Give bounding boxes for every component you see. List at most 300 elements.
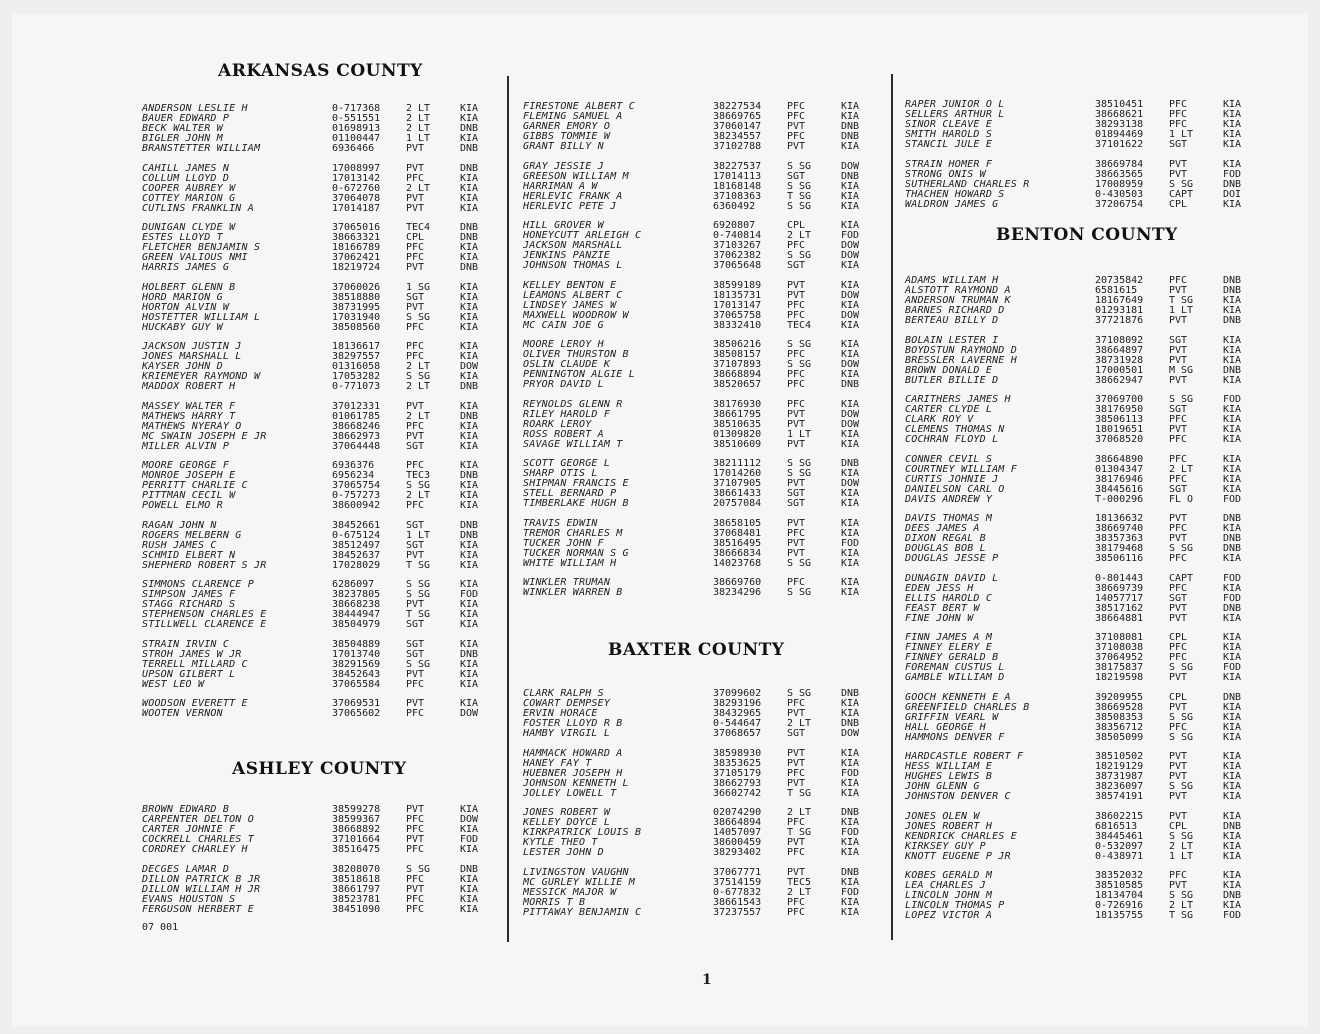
soldier-name: GIBBS TOMMIE W bbox=[523, 131, 611, 142]
serial-number: 38504889 bbox=[332, 638, 381, 650]
rank: S SG bbox=[1169, 543, 1194, 554]
rank: 2 LT bbox=[406, 361, 431, 372]
serial-number: 37069531 bbox=[332, 698, 381, 709]
soldier-name: SCOTT GEORGE L bbox=[523, 458, 611, 469]
serial-number: 38356712 bbox=[1095, 721, 1144, 733]
soldier-name: DAVIS THOMAS M bbox=[905, 513, 993, 524]
serial-number: 38669739 bbox=[1095, 582, 1144, 594]
status-code: KIA bbox=[841, 438, 860, 450]
soldier-name: CARTER JOHNIE F bbox=[142, 824, 236, 835]
casualty-row bbox=[142, 865, 502, 875]
soldier-name: GRIFFIN VEARL W bbox=[905, 711, 999, 723]
casualty-row bbox=[142, 382, 502, 392]
serial-number: 38352032 bbox=[1095, 870, 1144, 881]
status-code: KIA bbox=[1223, 781, 1242, 792]
rank: 2 LT bbox=[787, 807, 812, 818]
serial-number: 01293181 bbox=[1095, 305, 1144, 316]
soldier-name: JONES OLEN W bbox=[905, 810, 980, 822]
status-code: KIA bbox=[841, 557, 860, 569]
name-group bbox=[523, 578, 883, 598]
status-code: KIA bbox=[841, 587, 860, 598]
soldier-name: RILEY HAROLD F bbox=[523, 408, 611, 420]
status-code: KIA bbox=[460, 678, 479, 690]
rank: PVT bbox=[406, 400, 425, 412]
rank: S SG bbox=[406, 371, 431, 382]
soldier-name: DANIELSON CARL O bbox=[905, 483, 1005, 495]
casualty-row bbox=[905, 812, 1265, 822]
casualty-row bbox=[523, 529, 883, 539]
name-group bbox=[523, 749, 883, 799]
status-code: DNB bbox=[460, 529, 479, 541]
serial-number: 38516495 bbox=[713, 537, 762, 549]
rank: PVT bbox=[787, 866, 806, 878]
rank: PVT bbox=[406, 804, 425, 815]
rank: 2 LT bbox=[787, 886, 812, 898]
serial-number: 0-672760 bbox=[332, 182, 381, 194]
rank: PVT bbox=[787, 438, 806, 450]
status-code: KIA bbox=[841, 708, 860, 719]
serial-number: 37069700 bbox=[1095, 394, 1144, 405]
soldier-name: WALDRON JAMES G bbox=[905, 198, 999, 210]
status-code: KIA bbox=[460, 883, 479, 895]
soldier-name: HOLBERT GLENN B bbox=[142, 281, 236, 293]
rank: CPL bbox=[1169, 691, 1188, 703]
status-code: KIA bbox=[1223, 424, 1242, 435]
status-code: DOW bbox=[460, 361, 479, 372]
serial-number: 0-532097 bbox=[1095, 840, 1144, 852]
soldier-name: LINCOLN THOMAS P bbox=[905, 900, 1005, 911]
soldier-name: CLARK RALPH S bbox=[523, 688, 604, 699]
rank: SGT bbox=[406, 519, 425, 531]
status-code: KIA bbox=[460, 341, 479, 352]
casualty-row bbox=[523, 848, 883, 858]
status-code: KIA bbox=[460, 698, 479, 709]
soldier-name: GOOCH KENNETH E A bbox=[905, 691, 1011, 703]
soldier-name: BROWN DONALD E bbox=[905, 364, 993, 376]
serial-number: 38506116 bbox=[1095, 553, 1144, 564]
rank: PFC bbox=[1169, 453, 1188, 465]
rank: PVT bbox=[406, 668, 425, 680]
soldier-name: FOSTER LLOYD R B bbox=[523, 718, 623, 729]
rank: CPL bbox=[787, 220, 806, 231]
soldier-name: PRYOR DAVID L bbox=[523, 379, 604, 390]
page-margin bbox=[0, 0, 12, 1034]
status-code: DNB bbox=[460, 410, 479, 422]
serial-number: 14023768 bbox=[713, 557, 762, 569]
status-code: DNB bbox=[460, 143, 479, 154]
soldier-name: PERRITT CHARLIE C bbox=[142, 480, 248, 491]
casualty-row bbox=[142, 412, 502, 422]
rank: 1 LT bbox=[1169, 129, 1194, 140]
casualty-row bbox=[142, 501, 502, 511]
soldier-name: BOYDSTUN RAYMOND D bbox=[905, 344, 1017, 356]
soldier-name: KIRKSEY GUY P bbox=[905, 840, 986, 852]
serial-number: 38669765 bbox=[713, 111, 762, 122]
soldier-name: TIMBERLAKE HUGH B bbox=[523, 498, 629, 509]
name-group bbox=[142, 640, 502, 690]
soldier-name: CORDREY CHARLEY H bbox=[142, 844, 248, 855]
serial-number: 38669784 bbox=[1095, 158, 1144, 170]
rank: SGT bbox=[1169, 404, 1188, 415]
soldier-name: SIMMONS CLARENCE P bbox=[142, 579, 254, 590]
rank: PVT bbox=[1169, 168, 1188, 180]
status-code: KIA bbox=[460, 113, 479, 124]
status-code: KIA bbox=[841, 896, 860, 908]
serial-number: 38332410 bbox=[713, 319, 762, 331]
status-code: KIA bbox=[841, 220, 860, 231]
rank: 2 LT bbox=[787, 230, 812, 241]
serial-number: 38445616 bbox=[1095, 483, 1144, 495]
casualty-row bbox=[523, 321, 883, 331]
soldier-name: HANEY FAY T bbox=[523, 757, 592, 769]
name-group bbox=[142, 805, 502, 855]
serial-number: 0-771073 bbox=[332, 381, 381, 392]
serial-number: 0-677832 bbox=[713, 886, 762, 898]
serial-number: 38517162 bbox=[1095, 602, 1144, 614]
rank: PVT bbox=[406, 599, 425, 610]
serial-number: 37065602 bbox=[332, 708, 381, 719]
casualty-row bbox=[905, 911, 1265, 921]
rank: PVT bbox=[1169, 344, 1188, 356]
casualty-row bbox=[905, 455, 1265, 465]
casualty-row bbox=[142, 442, 502, 452]
rank: S SG bbox=[1169, 394, 1194, 405]
soldier-name: LEA CHARLES J bbox=[905, 880, 986, 891]
soldier-name: JOHNSON KENNETH L bbox=[523, 777, 629, 789]
soldier-name: BARNES RICHARD D bbox=[905, 305, 1005, 316]
serial-number: 01698913 bbox=[332, 123, 381, 134]
serial-number: 37068481 bbox=[713, 527, 762, 539]
serial-number: 38599189 bbox=[713, 279, 762, 291]
casualty-row bbox=[523, 559, 883, 569]
casualty-row bbox=[905, 792, 1265, 802]
status-code: KIA bbox=[460, 844, 479, 855]
status-code: KIA bbox=[1223, 642, 1242, 653]
soldier-name: FINNEY GERALD B bbox=[905, 652, 999, 663]
rank: SGT bbox=[1169, 483, 1188, 495]
rank: PFC bbox=[1169, 473, 1188, 485]
serial-number: 01061785 bbox=[332, 410, 381, 422]
serial-number: 20735842 bbox=[1095, 275, 1144, 286]
status-code: KIA bbox=[1223, 354, 1242, 366]
status-code: KIA bbox=[841, 906, 860, 918]
rank: PVT bbox=[1169, 374, 1188, 386]
rank: S SG bbox=[1169, 830, 1194, 842]
soldier-name: FLEMING SAMUEL A bbox=[523, 111, 623, 122]
soldier-name: COWART DEMPSEY bbox=[523, 698, 611, 709]
casualty-row bbox=[523, 202, 883, 212]
serial-number: 0-551551 bbox=[332, 113, 381, 124]
rank: S SG bbox=[787, 468, 812, 479]
status-code: KIA bbox=[1223, 109, 1242, 120]
soldier-name: HERLEVIC FRANK A bbox=[523, 190, 623, 202]
name-group bbox=[905, 574, 1265, 624]
serial-number: 37068520 bbox=[1095, 434, 1144, 445]
casualty-row bbox=[142, 885, 502, 895]
soldier-name: FEAST BERT W bbox=[905, 602, 980, 614]
serial-number: 0-726916 bbox=[1095, 900, 1144, 911]
rank: PVT bbox=[1169, 612, 1188, 624]
rank: PFC bbox=[787, 101, 806, 112]
rank: S SG bbox=[1169, 731, 1194, 743]
serial-number: 38504979 bbox=[332, 619, 381, 630]
serial-number: 38236097 bbox=[1095, 781, 1144, 792]
name-group bbox=[523, 221, 883, 271]
status-code: KIA bbox=[1223, 672, 1242, 683]
serial-number: 38211112 bbox=[713, 458, 762, 469]
serial-number: 37064448 bbox=[332, 440, 381, 452]
soldier-name: SHIPMAN FRANCIS E bbox=[523, 478, 629, 489]
rank: PVT bbox=[787, 517, 806, 529]
rank: PFC bbox=[406, 341, 425, 352]
rank: S SG bbox=[1169, 178, 1194, 190]
soldier-name: GRANT BILLY N bbox=[523, 141, 604, 152]
status-code: DNB bbox=[841, 807, 860, 818]
rank: PFC bbox=[406, 903, 425, 915]
soldier-name: KOBES GERALD M bbox=[905, 870, 993, 881]
casualty-row bbox=[523, 142, 883, 152]
casualty-row bbox=[905, 713, 1265, 723]
serial-number: 37107905 bbox=[713, 478, 762, 489]
rank: S SG bbox=[787, 688, 812, 699]
soldier-name: FIRESTONE ALBERT C bbox=[523, 101, 635, 112]
name-group bbox=[142, 164, 502, 214]
status-code: KIA bbox=[1223, 473, 1242, 485]
rank: S SG bbox=[1169, 662, 1194, 673]
rank: PVT bbox=[787, 478, 806, 489]
serial-number: 38452661 bbox=[332, 519, 381, 531]
rank: PVT bbox=[787, 279, 806, 291]
soldier-name: COCKRELL CHARLES T bbox=[142, 834, 254, 845]
rank: PFC bbox=[406, 814, 425, 825]
status-code: FOD bbox=[1223, 394, 1242, 405]
casualty-row bbox=[905, 356, 1265, 366]
serial-number: 18219724 bbox=[332, 262, 381, 273]
serial-number: 37206754 bbox=[1095, 198, 1144, 210]
serial-number: 36602742 bbox=[713, 787, 762, 799]
rank: S SG bbox=[406, 658, 431, 670]
serial-number: 01304347 bbox=[1095, 463, 1144, 475]
rank: S SG bbox=[787, 359, 812, 370]
soldier-name: RUSH JAMES C bbox=[142, 539, 217, 551]
status-code: DNB bbox=[841, 866, 860, 878]
soldier-name: DUNIGAN CLYDE W bbox=[142, 222, 236, 233]
status-code: KIA bbox=[460, 460, 479, 471]
status-code: DNB bbox=[460, 222, 479, 233]
rank: PFC bbox=[406, 321, 425, 333]
soldier-name: HORTON ALVIN W bbox=[142, 301, 230, 313]
casualty-row bbox=[142, 323, 502, 333]
rank: 2 LT bbox=[406, 103, 431, 114]
soldier-name: OLIVER THURSTON B bbox=[523, 349, 629, 360]
status-code: FOD bbox=[841, 767, 860, 779]
soldier-name: HAMMACK HOWARD A bbox=[523, 747, 623, 759]
status-code: DNB bbox=[460, 162, 479, 174]
status-code: KIA bbox=[841, 847, 860, 858]
status-code: FOD bbox=[1223, 168, 1242, 180]
name-group bbox=[905, 693, 1265, 743]
status-code: KIA bbox=[1223, 158, 1242, 170]
casualty-row bbox=[905, 475, 1265, 485]
status-code: KIA bbox=[1223, 334, 1242, 346]
soldier-name: MADDOX ROBERT H bbox=[142, 381, 236, 392]
status-code: KIA bbox=[841, 428, 860, 440]
serial-number: 14057097 bbox=[713, 827, 762, 838]
rank: PVT bbox=[1169, 761, 1188, 772]
casualty-row bbox=[523, 729, 883, 739]
casualty-row bbox=[523, 888, 883, 898]
casualty-row bbox=[905, 723, 1265, 733]
county-heading: ASHLEY COUNTY bbox=[232, 759, 407, 779]
casualty-row bbox=[142, 845, 502, 855]
status-code: DNB bbox=[841, 131, 860, 142]
rank: SGT bbox=[787, 170, 806, 182]
serial-number: 38666834 bbox=[713, 547, 762, 559]
status-code: FOD bbox=[1223, 662, 1242, 673]
soldier-name: LINDSEY JAMES W bbox=[523, 299, 617, 311]
soldier-name: BAUER EDWARD P bbox=[142, 113, 230, 124]
soldier-name: FOREMAN CUSTUS L bbox=[905, 662, 1005, 673]
serial-number: 38599367 bbox=[332, 814, 381, 825]
status-code: KIA bbox=[460, 440, 479, 452]
name-group bbox=[905, 633, 1265, 683]
status-code: KIA bbox=[460, 301, 479, 313]
status-code: KIA bbox=[1223, 434, 1242, 445]
soldier-name: STRAIN IRVIN C bbox=[142, 638, 230, 650]
serial-number: 38600942 bbox=[332, 500, 381, 511]
soldier-name: TREMOR CHARLES M bbox=[523, 527, 623, 539]
serial-number: 37108363 bbox=[713, 190, 762, 202]
rank: T SG bbox=[406, 609, 431, 620]
rank: PFC bbox=[1169, 275, 1188, 286]
rank: PFC bbox=[406, 172, 425, 184]
status-code: KIA bbox=[841, 279, 860, 291]
status-code: DOW bbox=[841, 408, 860, 420]
soldier-name: TERRELL MILLARD C bbox=[142, 658, 248, 670]
rank: S SG bbox=[406, 863, 431, 875]
casualty-row bbox=[523, 301, 883, 311]
casualty-row bbox=[905, 703, 1265, 713]
status-code: DOW bbox=[841, 418, 860, 430]
name-group bbox=[142, 699, 502, 719]
soldier-name: HARRIMAN A W bbox=[523, 180, 598, 192]
rank: PVT bbox=[1169, 354, 1188, 366]
soldier-name: BECK WALTER W bbox=[142, 123, 223, 134]
status-code: KIA bbox=[460, 311, 479, 323]
casualty-row bbox=[142, 895, 502, 905]
serial-number: 38452637 bbox=[332, 549, 381, 561]
soldier-name: KRIEMEYER RAYMOND W bbox=[142, 371, 261, 382]
serial-number: 6956234 bbox=[332, 470, 375, 481]
soldier-name: STEPHENSON CHARLES E bbox=[142, 609, 267, 620]
status-code: DNB bbox=[841, 718, 860, 729]
status-code: KIA bbox=[460, 182, 479, 194]
serial-number: 37237557 bbox=[713, 906, 762, 918]
serial-number: 37065754 bbox=[332, 480, 381, 491]
serial-number: 37102788 bbox=[713, 141, 762, 152]
soldier-name: REYNOLDS GLENN R bbox=[523, 398, 623, 410]
casualty-row bbox=[523, 311, 883, 321]
name-group bbox=[523, 281, 883, 331]
serial-number: 38664897 bbox=[1095, 344, 1144, 356]
name-group bbox=[523, 459, 883, 509]
rank: PFC bbox=[787, 577, 806, 588]
rank: PFC bbox=[406, 420, 425, 432]
status-code: KIA bbox=[841, 757, 860, 769]
serial-number: 18134704 bbox=[1095, 890, 1144, 901]
status-code: KIA bbox=[1223, 701, 1242, 713]
rank: PVT bbox=[787, 747, 806, 759]
rank: PFC bbox=[1169, 414, 1188, 425]
serial-number: 01316058 bbox=[332, 361, 381, 372]
casualty-row bbox=[523, 172, 883, 182]
soldier-name: CLARK ROY V bbox=[905, 414, 974, 425]
status-code: KIA bbox=[1223, 305, 1242, 316]
status-code: DNB bbox=[1223, 275, 1242, 286]
status-code: KIA bbox=[841, 339, 860, 350]
rank: PVT bbox=[1169, 513, 1188, 524]
name-group bbox=[523, 689, 883, 739]
status-code: KIA bbox=[1223, 414, 1242, 425]
soldier-name: GREESON WILLIAM M bbox=[523, 170, 629, 182]
status-code: KIA bbox=[841, 319, 860, 331]
serial-number: 0-544647 bbox=[713, 718, 762, 729]
soldier-name: LEAMONS ALBERT C bbox=[523, 289, 623, 301]
soldier-name: CAHILL JAMES N bbox=[142, 162, 230, 174]
rank: PFC bbox=[787, 240, 806, 251]
serial-number: 0-740814 bbox=[713, 230, 762, 241]
status-code: KIA bbox=[1223, 721, 1242, 733]
rank: PVT bbox=[406, 834, 425, 845]
soldier-name: KELLEY DOYCE L bbox=[523, 817, 611, 828]
soldier-name: JOHNSTON DENVER C bbox=[905, 791, 1011, 802]
serial-number: 01894469 bbox=[1095, 129, 1144, 140]
casualty-row bbox=[142, 164, 502, 174]
status-code: KIA bbox=[1223, 840, 1242, 852]
soldier-name: STELL BERNARD P bbox=[523, 488, 617, 499]
soldier-name: DEES JAMES A bbox=[905, 523, 980, 534]
status-code: KIA bbox=[841, 498, 860, 509]
status-code: FOD bbox=[1223, 493, 1242, 505]
serial-number: 38669528 bbox=[1095, 701, 1144, 713]
soldier-name: TUCKER JOHN F bbox=[523, 537, 604, 549]
serial-number: 37101622 bbox=[1095, 139, 1144, 150]
status-code: DNB bbox=[841, 379, 860, 390]
column-divider-right bbox=[891, 74, 893, 940]
casualty-row bbox=[905, 140, 1265, 150]
soldier-name: LINCOLN JOHN M bbox=[905, 890, 993, 901]
soldier-name: JOLLEY LOWELL T bbox=[523, 787, 617, 799]
soldier-name: CARPENTER DELTON O bbox=[142, 814, 254, 825]
status-code: KIA bbox=[460, 172, 479, 184]
status-code: KIA bbox=[841, 349, 860, 360]
casualty-row bbox=[142, 184, 502, 194]
rank: S SG bbox=[406, 480, 431, 491]
rank: PFC bbox=[1169, 642, 1188, 653]
serial-number: 14057717 bbox=[1095, 592, 1144, 604]
soldier-name: JONES ROBERT H bbox=[905, 820, 993, 832]
status-code: FOD bbox=[1223, 592, 1242, 604]
status-code: KIA bbox=[841, 527, 860, 539]
soldier-name: SINOR CLEAVE E bbox=[905, 119, 993, 130]
serial-number: 6920807 bbox=[713, 220, 756, 231]
status-code: KIA bbox=[460, 873, 479, 885]
soldier-name: RAGAN JOHN N bbox=[142, 519, 217, 531]
column-divider-left bbox=[507, 76, 509, 942]
rank: PFC bbox=[1169, 582, 1188, 594]
serial-number: 38668621 bbox=[1095, 109, 1144, 120]
serial-number: 37065758 bbox=[713, 309, 762, 321]
